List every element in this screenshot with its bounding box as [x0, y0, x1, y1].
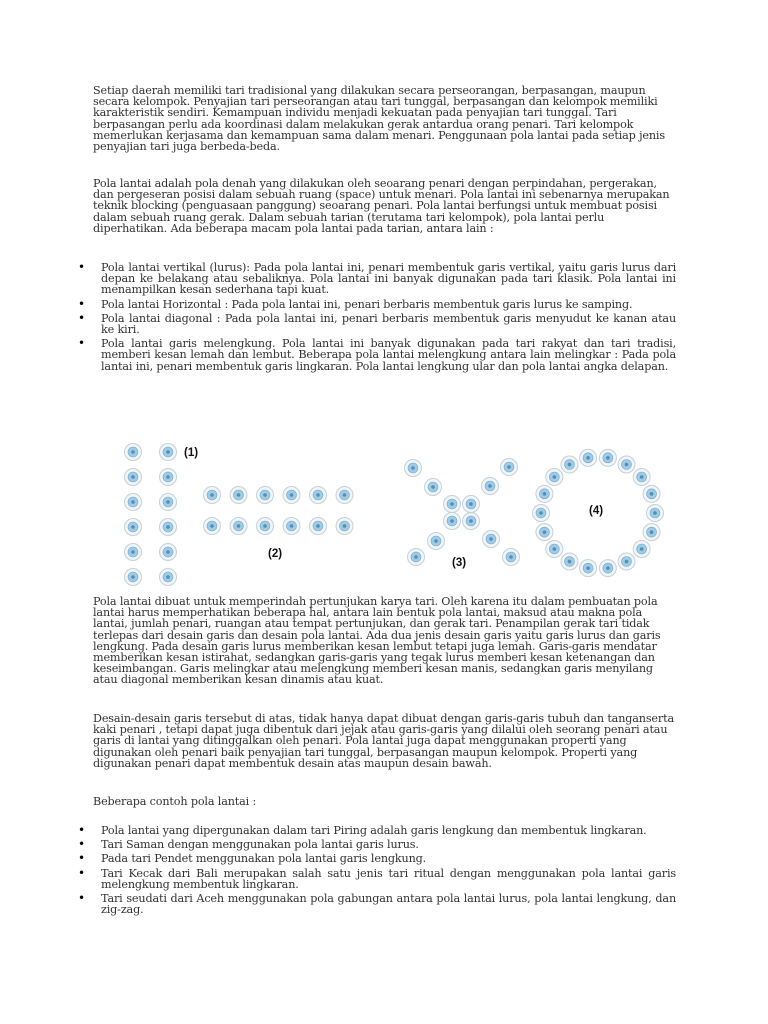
dancer-dots — [125, 444, 664, 586]
dancer-dot — [536, 524, 553, 541]
list-item-text: Pola lantai garis melengkung. Pola lantai ini banyak digunakan pada tari rakyat dan tari tradisi, memberi kesan lemah dan lembut. Beberapa pola lantai melengkung antara lain melingkar : Pada pola lantai ini, penari membentuk garis lingkaran. Pola lantai lengkung ular dan pola lantai angka delapan. — [101, 337, 676, 373]
list-item — [76, 262, 676, 296]
list-item — [76, 338, 676, 372]
dancer-dot — [618, 553, 635, 570]
dancer-dot — [647, 505, 664, 522]
dancer-dot — [283, 487, 300, 504]
dancer-dot — [425, 479, 442, 496]
dancer-dot — [125, 469, 142, 486]
floor-pattern-types-list — [76, 262, 676, 375]
dancer-dot — [536, 485, 553, 502]
dancer-dot — [463, 496, 480, 513]
list-item — [76, 839, 676, 850]
dancer-dot — [257, 518, 274, 535]
floor-pattern-examples-list — [76, 825, 676, 918]
dancer-dot — [503, 549, 520, 566]
dancer-dot — [204, 487, 221, 504]
dancer-dot — [230, 487, 247, 504]
figure-label-2: (2) — [268, 548, 283, 560]
dancer-dot — [643, 524, 660, 541]
list-item-text: Pola lantai yang dipergunakan dalam tari Piring adalah garis lengkung dan membentuk lingkaran. — [101, 824, 647, 837]
dancer-dot — [310, 487, 327, 504]
dancer-dot — [501, 459, 518, 476]
bullet-icon: • — [78, 260, 85, 274]
dancer-dot — [125, 569, 142, 586]
bullet-icon: • — [78, 336, 85, 351]
bullet-icon: • — [78, 823, 85, 837]
dancer-dot — [160, 444, 177, 461]
dancer-dot — [160, 469, 177, 486]
dancer-dot — [580, 560, 597, 577]
list-item-text: Pada tari Pendet menggunakan pola lantai garis lengkung. — [101, 852, 427, 866]
floor-pattern-figure — [120, 440, 680, 590]
list-item-text: Pola lantai Horizontal : Pada pola lantai ini, penari berbaris membentuk garis lurus ke samping. — [101, 297, 633, 311]
list-item-text: Tari Saman dengan menggunakan pola lantai garis lurus. — [101, 838, 419, 852]
dancer-dot — [125, 444, 142, 461]
bullet-icon: • — [78, 310, 85, 325]
dancer-dot — [618, 456, 635, 473]
paragraph-definition: Pola lantai adalah pola denah yang dilakukan oleh seoarang penari dengan perpindahan, pergerakan, dan pergeseran posisi dalam sebuah ruang (space) untuk menari. Pola lantai ini sebenarnya merupakan teknik blocking (penguasaan panggung) seoarang penari. Pola lantai berfungsi untuk membuat posisi dalam sebuah ruang gerak. Dalam sebuah tarian (terutama tari kelompok), pola lantai perlu diperhatikan. Ada beberapa macam pola lantai pada tarian, antara lain : — [93, 177, 670, 235]
paragraph-design: Pola lantai dibuat untuk memperindah pertunjukan karya tari. Oleh karena itu dalam pembuatan pola lantai harus memperhatikan beberapa hal, antara lain bentuk pola lantai, maksud atau makna pola lantai, jumlah penari, ruangan atau tempat pertunjukan, dan gerak tari. Penampilan gerak tari tidak terlepas dari desain garis dan desain pola lantai. Ada dua jenis desain garis yaitu garis lurus dan garis lengkung. Pada desain garis lurus memberikan kesan lembut tetapi juga lemah. Garis-garis mendatar memberikan kesan istirahat, sedangkan garis-garis yang tegak lurus memberi kesan ketenangan dan keseimbangan. Garis melingkar atau melengkung memberi kesan manis, sedangkan garis menyilang atau diagonal memberikan kesan dinamis atau kuat. — [93, 595, 661, 687]
dancer-dot — [310, 518, 327, 535]
dancer-dot — [283, 518, 300, 535]
bullet-icon: • — [78, 851, 85, 866]
dancer-dot — [204, 518, 221, 535]
dancer-dot — [125, 494, 142, 511]
dancer-dot — [408, 549, 425, 566]
list-item-text: Tari Kecak dari Bali merupakan salah satu jenis tari ritual dengan menggunakan pola lantai garis melengkung membentuk lingkaran. — [101, 866, 676, 891]
paragraph-line-design: Desain-desain garis tersebut di atas, tidak hanya dapat dibuat dengan garis-garis tubuh dan tanganserta kaki penari , tetapi dapat juga dibentuk dari jejak atau garis-garis yang dilalui oleh seorang penari atau garis di lantai yang ditinggalkan oleh penari. Pola lantai juga dapat menggunakan properti yang digunakan oleh penari baik penyajian tari tunggal, berpasangan maupun kelompok. Properti yang digunakan penari dapat membentuk desain atas maupun desain bawah. — [93, 712, 674, 770]
dancer-dot — [533, 505, 550, 522]
bullet-icon: • — [78, 891, 85, 906]
dancer-dot — [482, 478, 499, 495]
dancer-dot — [580, 449, 597, 466]
dancer-dot — [230, 518, 247, 535]
dancer-dot — [405, 460, 422, 477]
bullet-icon: • — [78, 296, 85, 311]
dancer-dot — [444, 496, 461, 513]
list-item — [76, 825, 676, 836]
dancer-dot — [336, 518, 353, 535]
paragraph-intro: Setiap daerah memiliki tari tradisional yang dilakukan secara perseorangan, berpasangan, maupun secara kelompok. Penyajian tari perseorangan atau tari tunggal, berpasangan dan kelompok memiliki karakteristik sendiri. Kemampuan individu menjadi kekuatan pada penyajian tari tunggal. Tari berpasangan perlu ada koordinasi dalam melakukan gerak antardua orang penari. Tari kelompok memerlukan kerjasama dan kemampuan sama dalam menari. Penggunaan pola lantai pada setiap jenis penyajian tari juga berbeda-beda. — [93, 84, 665, 154]
figure-label-3: (3) — [452, 557, 467, 569]
dancer-dot — [633, 540, 650, 557]
dancer-dot — [160, 569, 177, 586]
dancer-dot — [160, 519, 177, 536]
list-item — [76, 853, 676, 864]
list-item — [76, 296, 676, 311]
list-item — [76, 893, 676, 915]
list-item-text: Pola lantai diagonal : Pada pola lantai ini, penari berbaris membentuk garis menyudut ke kanan atau ke kiri. — [101, 311, 676, 337]
dancer-dot — [428, 533, 445, 550]
dancer-dot — [336, 487, 353, 504]
dancer-dot — [561, 456, 578, 473]
dancer-dot — [633, 469, 650, 486]
dancer-dot — [599, 560, 616, 577]
paragraph-examples-heading: Beberapa contoh pola lantai : — [93, 795, 257, 808]
dancer-dot — [561, 553, 578, 570]
list-item — [76, 865, 676, 891]
dancer-dot — [546, 469, 563, 486]
figure-label-4: (4) — [589, 505, 604, 517]
dancer-dot — [483, 531, 500, 548]
list-item — [76, 310, 676, 337]
list-item-text: Pola lantai vertikal (lurus): Pada pola lantai ini, penari membentuk garis vertikal, yaitu garis lurus dari depan ke belakang atau sebaliknya. Pola lantai ini banyak digunakan pada tari klasik. Pola lantai ini menampilkan kesan sederhana tapi kuat. — [101, 261, 676, 297]
bullet-icon: • — [78, 837, 85, 852]
dancer-dot — [160, 544, 177, 561]
dancer-dot — [160, 494, 177, 511]
dancer-dot — [599, 449, 616, 466]
dancer-dot — [444, 513, 461, 530]
dancer-dot — [125, 544, 142, 561]
list-item-text: Tari seudati dari Aceh menggunakan pola gabungan antara pola lantai lurus, pola lantai lengkung, dan zig-zag. — [101, 892, 676, 917]
bullet-icon: • — [78, 865, 85, 880]
dancer-dot — [125, 519, 142, 536]
dancer-dot — [546, 540, 563, 557]
dancer-dot — [257, 487, 274, 504]
dancer-dot — [463, 513, 480, 530]
dancer-dot — [643, 485, 660, 502]
figure-label-1: (1) — [184, 447, 199, 459]
